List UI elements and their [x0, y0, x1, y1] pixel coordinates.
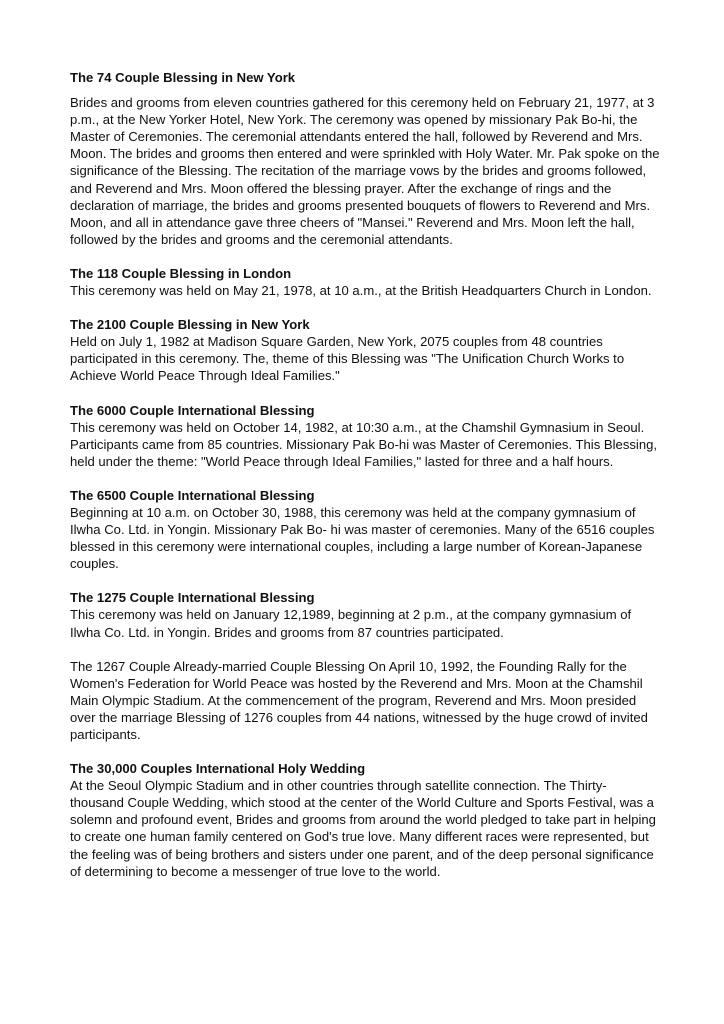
section-body: This ceremony was held on May 21, 1978, at 10 a.m., at the British Headquarters Church in London.: [70, 283, 652, 299]
paragraph-1267-already-married: The 1267 Couple Already-married Couple Blessing On April 10, 1992, the Founding Rally for the Women's Federation for World Peace was hosted by the Reverend and Mrs. Moon at the Chamshil Main Olympic Stadium. At the commencement of the program, Reverend and Mrs. Moon presided over the marriage Blessing of 1276 couples from 44 nations, witnessed by the huge crowd of invited participants.: [70, 658, 648, 742]
section-2100-new-york: [70, 316, 660, 384]
document-title: The 74 Couple Blessing in New York: [70, 70, 296, 85]
document-page: [70, 69, 660, 880]
section-118-london: [70, 265, 660, 299]
section-heading: The 2100 Couple Blessing in New York: [70, 317, 310, 333]
section-6500-international: [70, 487, 660, 572]
intro-paragraph: Brides and grooms from eleven countries gathered for this ceremony held on February 21, 1977, at 3 p.m., at the New Yorker Hotel, New York. The ceremony was opened by missionary Pak Bo-hi, the Master of Ceremonies. The ceremonial attendants entered the hall, followed by Reverend and Mrs. Moon. The brides and grooms then entered and were sprinkled with Holy Water. Mr. Pak spoke on the significance of the Blessing. The recitation of the marriage vows by the brides and grooms followed, and Reverend and Mrs. Moon offered the blessing prayer. After the exchange of rings and the declaration of marriage, the brides and grooms presented bouquets of flowers to Reverend and Mrs. Moon, and all in attendance gave three cheers of "Mansei." Reverend and Mrs. Moon left the hall, followed by the brides and grooms and the ceremonial attendants.: [70, 95, 660, 247]
section-heading: The 118 Couple Blessing in London: [70, 265, 292, 281]
section-heading: The 6000 Couple International Blessing: [70, 402, 315, 418]
section-body: This ceremony was held on October 14, 1982, at 10:30 a.m., at the Chamshil Gymnasium in Seoul. Participants came from 85 countries. Missionary Pak Bo-hi was Master of Ceremonies. This Blessing, held under the theme: "World Peace through Ideal Families," lasted for three and a half hours.: [70, 419, 658, 469]
section-body: At the Seoul Olympic Stadium and in other countries through satellite connection. The Thirty-thousand Couple Wedding, which stood at the center of the World Culture and Sports Festival, was a solemn and profound event, Brides and grooms from around the world pledged to take part in helping to create one human family centered on God's true love. Many different races were represented, but the feeling was of being brothers and sisters under one parent, and of the deep personal significance of determining to become a messenger of true love to the world.: [70, 778, 656, 879]
section-body: Held on July 1, 1982 at Madison Square Garden, New York, 2075 couples from 48 countries participated in this ceremony. The, theme of this Blessing was "The Unification Church Works to Achieve World Peace Through Ideal Families.": [70, 334, 625, 384]
section-1275-international: [70, 589, 660, 640]
section-heading: The 6500 Couple International Blessing: [70, 487, 315, 503]
section-heading: The 1275 Couple International Blessing: [70, 590, 315, 606]
section-30000-holy-wedding: [70, 760, 660, 880]
section-6000-international: [70, 402, 660, 470]
section-heading: The 30,000 Couples International Holy Wedding: [70, 761, 366, 777]
section-body: This ceremony was held on January 12,1989, beginning at 2 p.m., at the company gymnasium of Ilwha Co. Ltd. in Yongin. Brides and grooms from 87 countries participated.: [70, 607, 632, 640]
section-body: Beginning at 10 a.m. on October 30, 1988, this ceremony was held at the company gymnasium of Ilwha Co. Ltd. in Yongin. Missionary Pak Bo- hi was master of ceremonies. Many of the 6516 couples blessed in this ceremony were international couples, including a large number of Korean-Japanese couples.: [70, 504, 655, 572]
